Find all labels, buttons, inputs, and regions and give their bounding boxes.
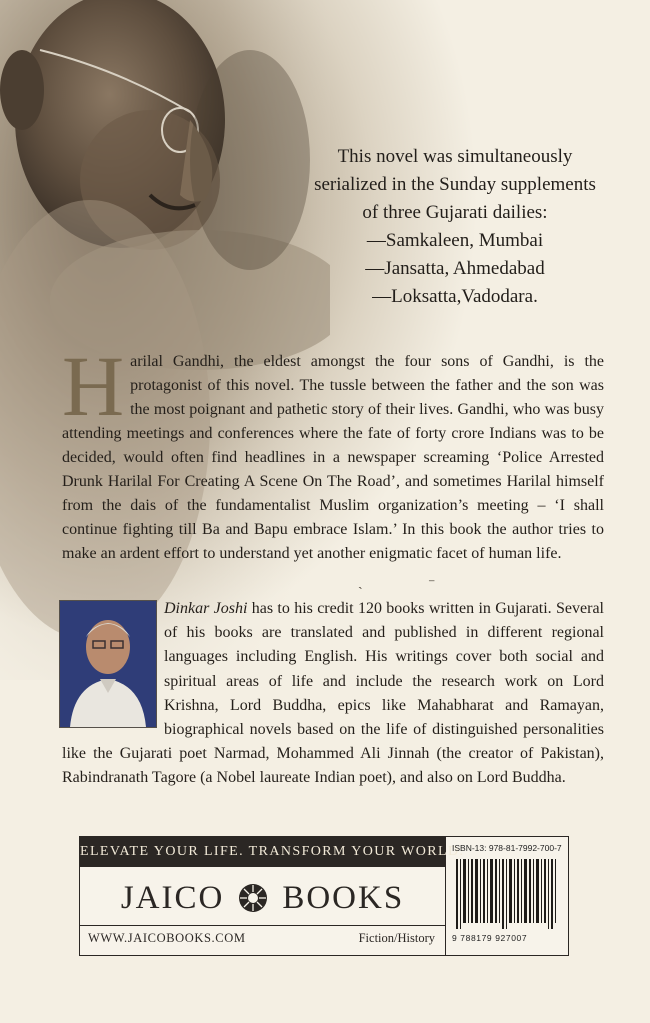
barcode-digits: 9 788179 927007: [452, 933, 528, 943]
serialization-line: —Loksatta,Vadodara.: [372, 286, 538, 307]
synopsis-text: arilal Gandhi, the eldest amongst the four sons of Gandhi, is the protagonist of this novel. The tussle between the father and the son was the most poignant and pathetic story of their lives. Gandhi, who was busy attending meetings and conferences where the fate of forty crore Indians was to be decided, would often find headlines in a newspaper screaming ‘Police Arrested Drunk Harilal For Creating A Scene On The Road’, and sometimes Harilal himself from the dais of the fundamentalist Muslim organization’s meeting – ‘I shall continue fighting till Ba and Bapu embrace Islam.’ In this book the author tries to make an ardent effort to understand yet another enigmatic facet of human life.: [62, 353, 604, 562]
author-bio-text: has to his credit 120 books written in Gujarati. Several of his books are translated and published in different regional languages including English. His writings cover both social and spiritual areas of life and include the research work on Lord Krishna, Lord Buddha, epics like Mahabharat and Ramayan, biographical novels based on the life of distinguished personalities like the Gujarati poet Narmad, Mohammed Ali Jinnah (the creator of Pakistan), Rabindranath Tagore (a Nobel laureate Indian poet), and also on Lord Buddha.: [62, 600, 604, 787]
serialization-note: [305, 143, 605, 311]
photo-spacer: [62, 597, 164, 725]
synopsis-paragraph: [62, 338, 604, 566]
publisher-info: [80, 837, 465, 955]
isbn-label: ISBN-13: 978-81-7992-700-7: [452, 843, 562, 853]
serialization-line: —Samkaleen, Mumbai: [366, 230, 544, 251]
author-name: Dinkar Joshi: [164, 600, 248, 617]
serialization-line: —Jansatta, Ahmedabad: [365, 258, 545, 279]
serialization-line: of three Gujarati dailies:: [362, 202, 548, 223]
decorative-mark: ⁻: [428, 577, 436, 592]
serialization-line: serialized in the Sunday supplements: [314, 174, 596, 195]
serialization-line: This novel was simultaneously: [337, 146, 573, 167]
author-bio: [62, 597, 604, 791]
drop-cap: H: [62, 338, 125, 434]
barcode-icon: [454, 859, 560, 929]
gandhi-portrait-image: [0, 0, 330, 680]
brand-word-left: JAICO: [120, 879, 225, 916]
sunburst-logo-icon: [238, 883, 268, 913]
publisher-panel: [79, 836, 569, 956]
publisher-brand: [80, 871, 445, 926]
brand-word-right: BOOKS: [282, 879, 405, 916]
publisher-website: WWW.JAICOBOOKS.COM: [88, 931, 246, 945]
decorative-mark: ˏ: [358, 575, 363, 590]
book-category: Fiction/History: [358, 931, 435, 945]
publisher-tagline: ELEVATE YOUR LIFE. TRANSFORM YOUR WORLD.: [80, 837, 445, 867]
